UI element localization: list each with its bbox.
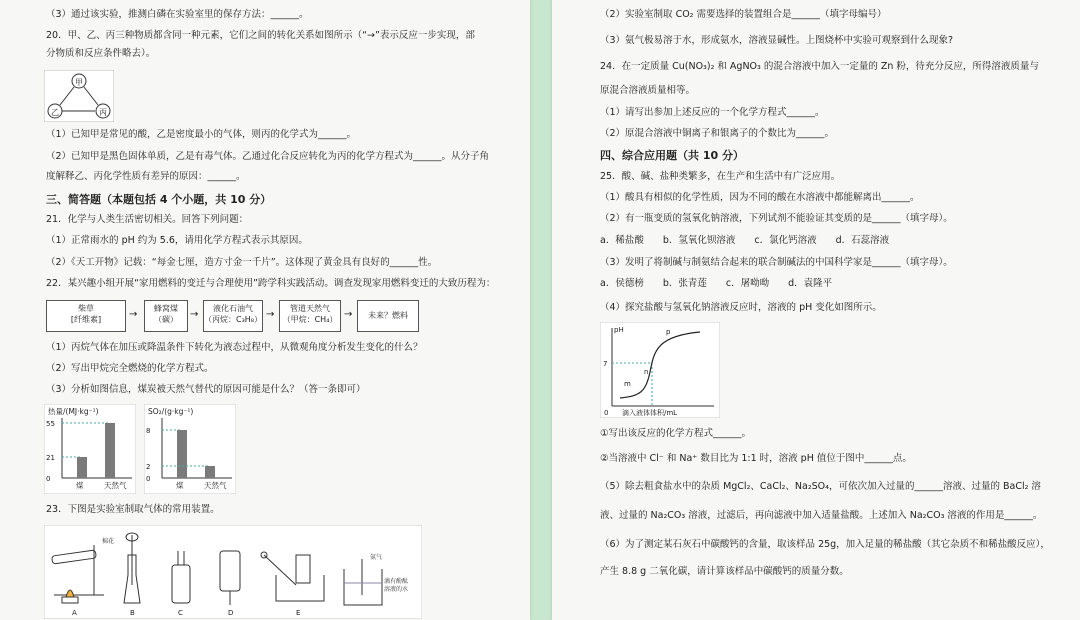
fuel-box-3: 液化石油气 （丙烷：C₃H₈） (203, 300, 263, 332)
q25-6a: （6）为了测定某石灰石中碳酸钙的含量，取该样品 25g，加入足量的稀盐酸（其它杂质不和稀盐酸反应）， (600, 539, 1050, 550)
q24-1: （1）请写出参加上述反应的一个化学方程式______。 (600, 107, 825, 118)
section-4-heading: 四、综合应用题（共 10 分） (600, 149, 744, 162)
x-tick-label: 天然气 (104, 481, 127, 490)
y-axis-label: SO₂/(g·kg⁻¹) (148, 407, 194, 416)
y-axis-label: 热量/(MJ·kg⁻¹) (48, 407, 99, 416)
so2-emission-bar-chart (144, 404, 236, 494)
label-b: B (130, 609, 135, 617)
point-p: p (666, 328, 671, 336)
y-tick-label: 21 (46, 454, 55, 462)
y-tick-label: 2 (146, 463, 151, 471)
q20-2a: （2）已知甲是黑色固体单质，乙是有毒气体。乙通过化合反应转化为丙的化学方程式为______。从分子角 (46, 151, 490, 162)
q23-2: （2）实验室制取 CO₂ 需要选择的装置组合是______（填字母编号） (600, 9, 887, 20)
q25-3: （3）发明了将制碱与制氨结合起来的联合制碱法的中国科学家是______（填字母）。 (600, 257, 953, 268)
q22-stem: 22．某兴趣小组开展“家用燃料的变迁与合理使用”跨学科实践活动。调查发现家用燃料变迁的大致历程为： (46, 278, 496, 289)
q24-2: （2）原混合溶液中铜离子和银离子的个数比为______。 (600, 128, 835, 139)
q20-1: （1）已知甲是常见的酸，乙是密度最小的气体，则丙的化学式为______。 (46, 129, 357, 140)
bar-煤 (77, 457, 87, 478)
q25-5a: （5）除去粗食盐水中的杂质 MgCl₂、CaCl₂、Na₂SO₄，可依次加入过量的______溶液、过量的 BaCl₂ 溶 (600, 481, 1041, 492)
fuel-box-1: 柴草 [纤维素] (46, 300, 126, 332)
cotton-note: 棉花 (102, 538, 115, 545)
x-tick-label: 天然气 (204, 481, 227, 490)
arrow-icon: → (129, 309, 138, 320)
arrow-icon: → (190, 309, 199, 320)
ph-x-label: 滴入液体体积/mL (622, 409, 678, 417)
label-jia: 甲 (75, 78, 83, 87)
y-tick-label: 8 (146, 427, 151, 435)
point-n: n (644, 368, 649, 376)
label-yi: 乙 (51, 108, 59, 117)
left-page (0, 0, 530, 620)
x-tick-label: 煤 (76, 481, 84, 490)
q22-2: （2）写出甲烷完全燃烧的化学方程式。 (46, 363, 214, 374)
q25-2-options: a．稀盐酸 b．氢氧化钡溶液 c．氯化钙溶液 d．石蕊溶液 (600, 235, 890, 246)
label-c: C (178, 609, 183, 617)
q23-3: （3）氨气极易溶于水，形成氨水，溶液显碱性。上图烧杯中实验可观察到什么现象? (600, 35, 954, 46)
q24-stem-2: 原混合溶液质量相等。 (600, 85, 696, 96)
point-m: m (624, 380, 631, 388)
transform-triangle-diagram (44, 70, 114, 122)
q24-stem-1: 24．在一定质量 Cu(NO₃)₂ 和 AgNO₃ 的混合溶液中加入一定量的 Zn 粉，待充分反应，所得溶液质量与 (600, 61, 1039, 72)
q21-stem: 21．化学与人类生活密切相关。回答下列问题： (46, 214, 249, 225)
q25-4-2: ②当溶液中 Cl⁻ 和 Na⁺ 数目比为 1:1 时，溶液 pH 值位于图中______点。 (600, 453, 912, 464)
q21-2: （2）《天工开物》记载：“每金七厘，造方寸金一千片”。这体现了黄金具有良好的______性。 (46, 257, 438, 268)
q25-5b: 液、过量的 Na₂CO₃ 溶液，过滤后，再向滤液中加入适量盐酸。上述加入 Na₂CO₃ 溶液的作用是______。 (600, 510, 1043, 521)
section-3-heading: 三、简答题（本题包括 4 个小题，共 10 分） (46, 193, 272, 206)
q25-stem: 25．酸、碱、盐种类繁多，在生产和生活中有广泛应用。 (600, 171, 841, 182)
ph-curve-chart (600, 322, 720, 418)
label-bing: 丙 (99, 108, 107, 117)
y-tick-label: 0 (46, 475, 51, 483)
q23-stem: 23．下图是实验室制取气体的常用装置。 (46, 504, 220, 515)
q19-3: （3）通过该实验，推测白磷在实验室里的保存方法：______。 (46, 9, 309, 20)
bar-煤 (177, 430, 187, 478)
q25-6b: 产生 8.8 g 二氧化碳，请计算该样品中碳酸钙的质量分数。 (600, 566, 849, 577)
ph-tick-7: 7 (603, 360, 608, 368)
bar-天然气 (205, 466, 215, 478)
q22-1: （1）丙烷气体在加压或降温条件下转化为液态过程中，从微观角度分析发生变化的什么？ (46, 342, 423, 353)
q25-1: （1）酸具有相似的化学性质，因为不同的酸在水溶液中都能解离出______。 (600, 192, 920, 203)
q20-stem-1: 20．甲、乙、丙三种物质都含同一种元素，它们之间的转化关系如图所示（“→”表示反应一步实现，部 (46, 30, 475, 41)
phenol-note-1: 滴有酚酞 (384, 578, 409, 585)
y-tick-label: 0 (146, 475, 151, 483)
x-tick-label: 煤 (176, 481, 184, 490)
label-e: E (296, 609, 301, 617)
q22-3: （3）分析如图信息，煤炭被天然气替代的原因可能是什么？（答一条即可） (46, 384, 366, 395)
bar-天然气 (105, 423, 115, 478)
ammonia-note: 氨气 (370, 554, 383, 561)
arrow-icon: → (344, 309, 353, 320)
y-tick-label: 55 (46, 420, 55, 428)
right-page (552, 0, 1080, 620)
q20-2b: 度解释乙、丙化学性质有差异的原因：______。 (46, 171, 246, 182)
q25-2: （2）有一瓶变质的氢氧化钠溶液，下列试剂不能验证其变质的是______（填字母）。 (600, 213, 953, 224)
arrow-icon: → (266, 309, 275, 320)
q25-4: （4）探究盐酸与氢氧化钠溶液反应时，溶液的 pH 变化如图所示。 (600, 302, 882, 313)
ph-y-label: pH (614, 326, 624, 334)
fuel-box-5: 未来？燃料 (357, 300, 419, 332)
ph-tick-0: 0 (604, 409, 609, 417)
heat-value-bar-chart (44, 404, 136, 494)
q21-1: （1）正常雨水的 pH 约为 5.6，请用化学方程式表示其原因。 (46, 235, 308, 246)
fuel-box-2: 蜂窝煤 （碳） (144, 300, 188, 332)
q20-stem-2: 分物质和反应条件略去）。 (46, 48, 156, 59)
fuel-box-4: 管道天然气 （甲烷：CH₄） (279, 300, 341, 332)
q25-3-options: a．侯德榜 b．张青莲 c．屠呦呦 d．袁隆平 (600, 278, 833, 289)
q25-4-1: ①写出该反应的化学方程式______。 (600, 428, 752, 439)
label-d: D (228, 609, 234, 617)
phenol-note-2: 溶液的水 (384, 586, 409, 593)
gas-apparatus-figure (44, 525, 422, 619)
label-a: A (72, 609, 77, 617)
